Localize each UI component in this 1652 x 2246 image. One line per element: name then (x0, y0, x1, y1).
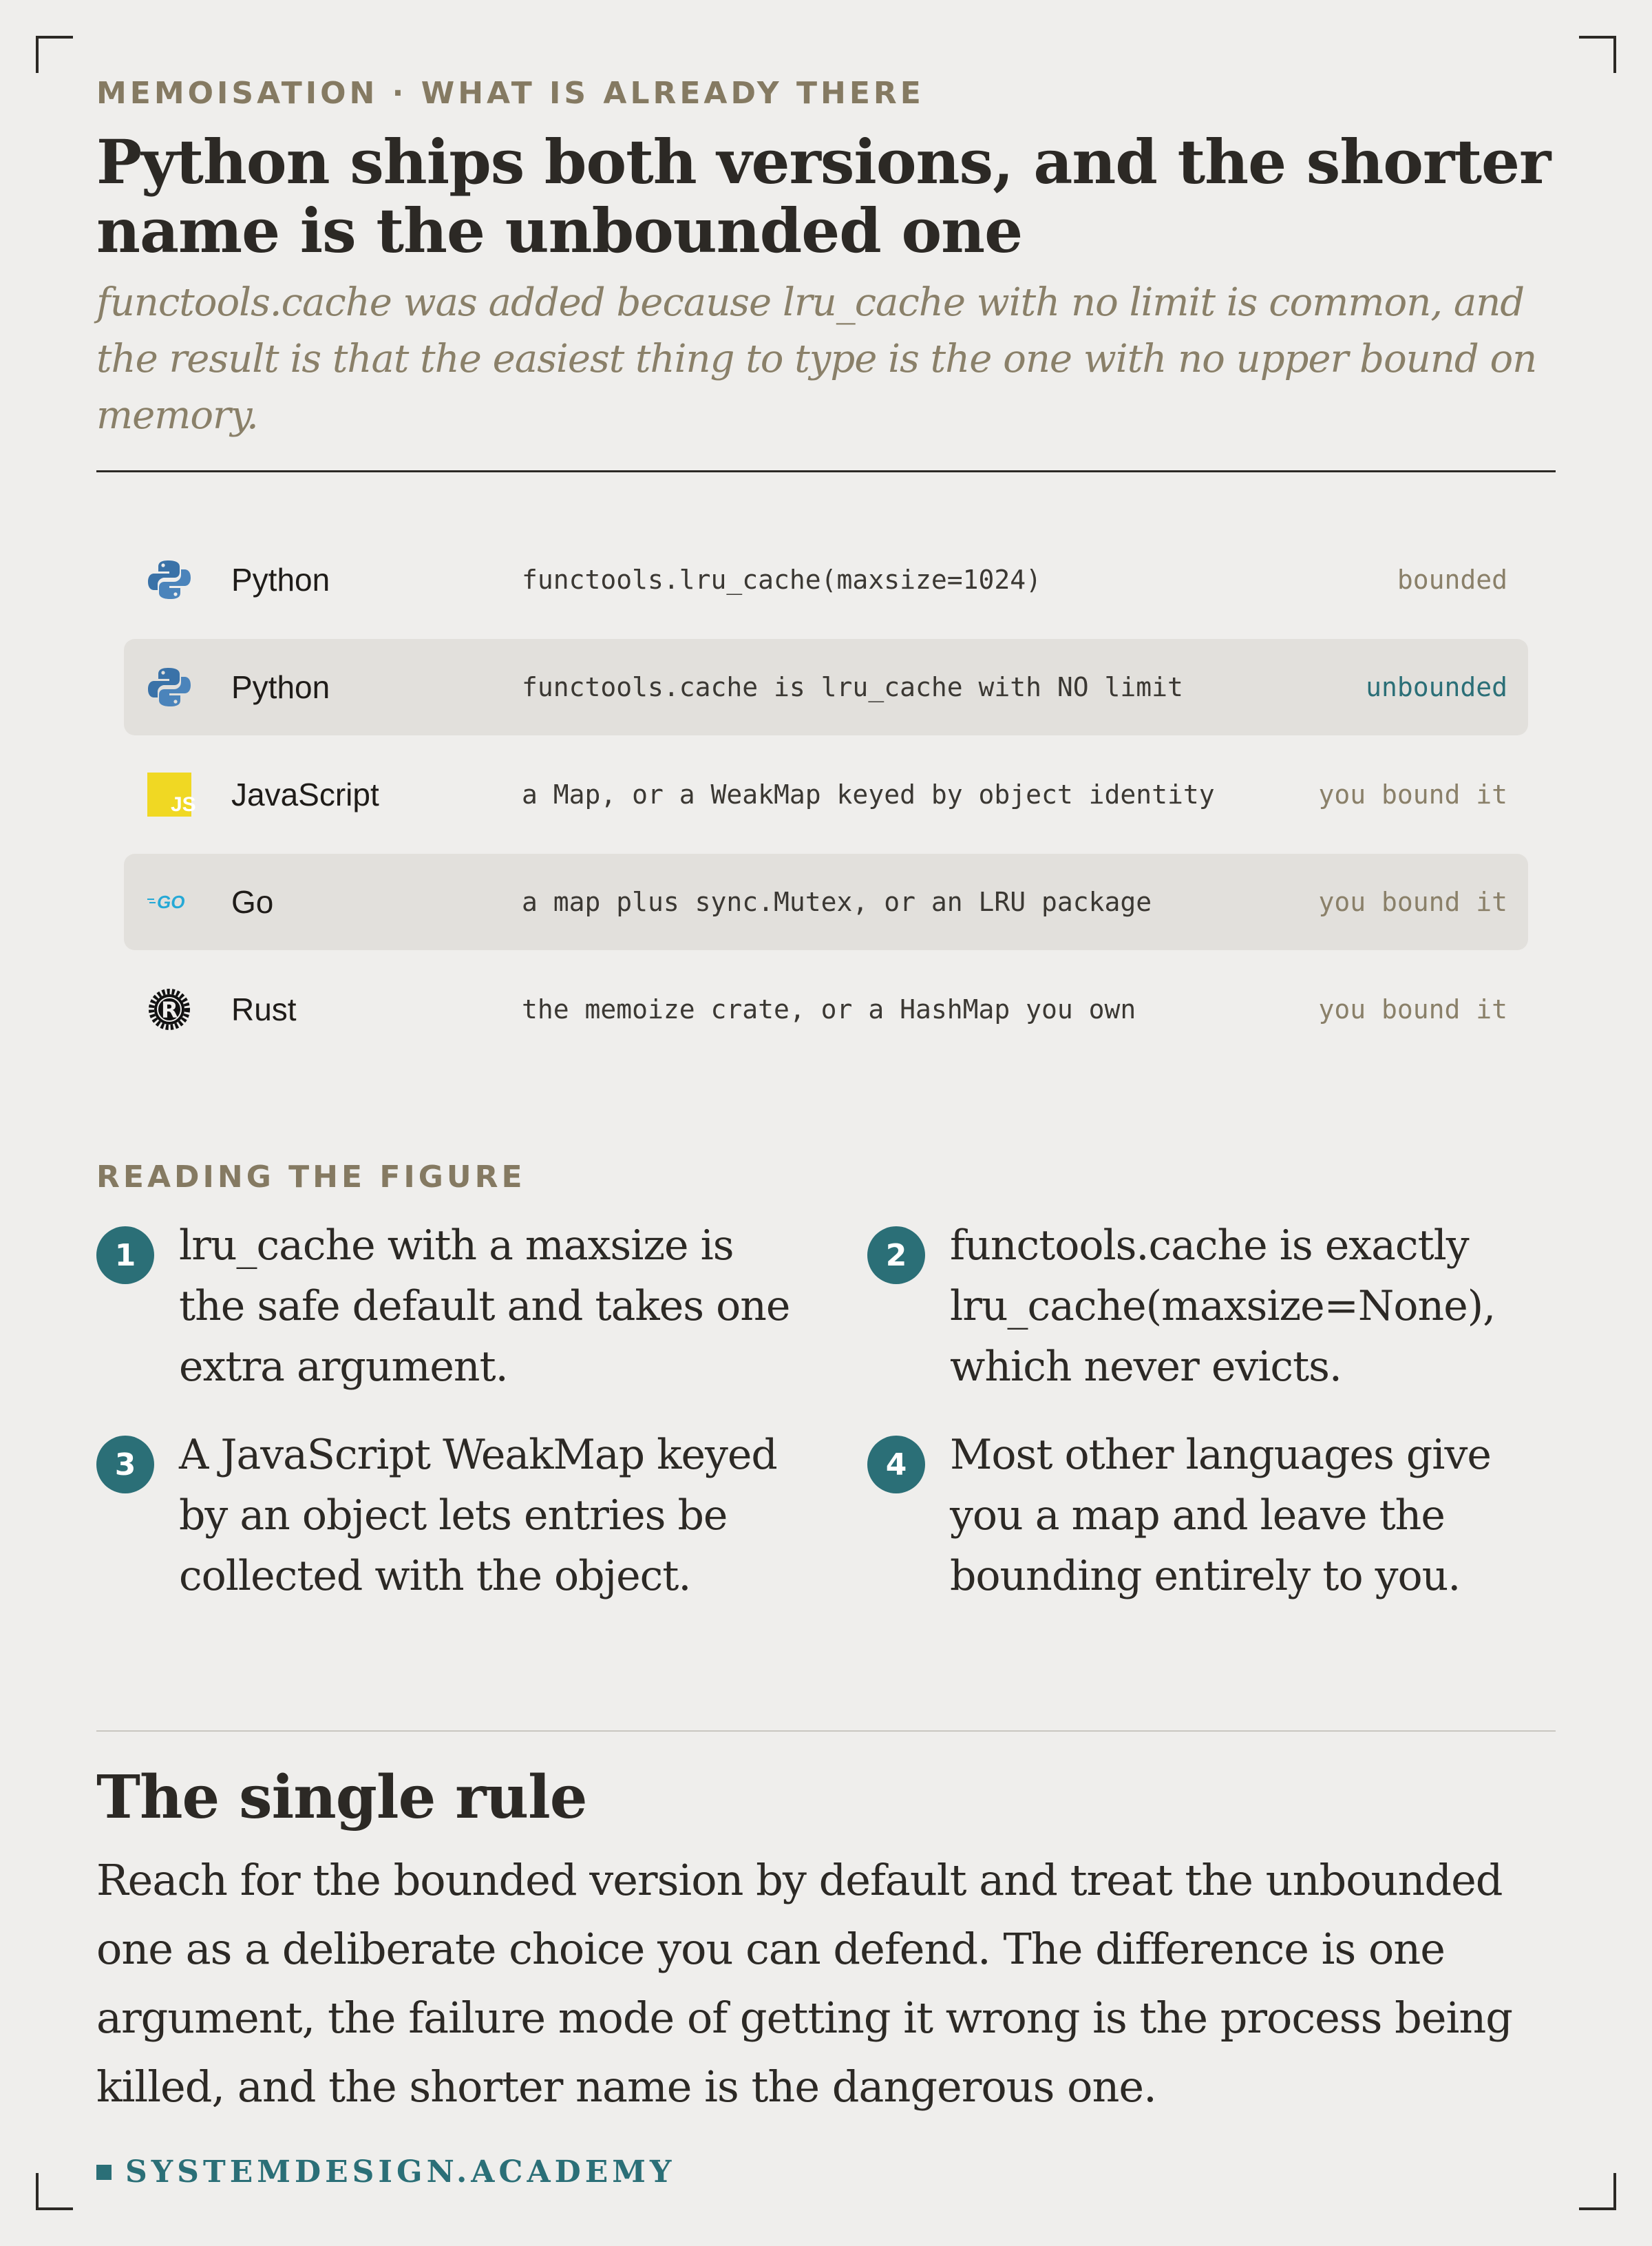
note-text: A JavaScript WeakMap keyed by an object lets entries be collected with the object. (179, 1431, 777, 1600)
svg-text:JS: JS (171, 793, 196, 816)
language-name: Python (231, 562, 330, 598)
corner-mark-bottom-right (1579, 2173, 1616, 2210)
language-name: Python (231, 669, 330, 705)
brand-name: SYSTEMDESIGN.ACADEMY (125, 2154, 676, 2190)
divider (96, 1730, 1556, 1732)
bound-status: unbounded (1366, 672, 1507, 702)
reading-notes (96, 1215, 1556, 1634)
bound-status: you bound it (1318, 887, 1507, 917)
go-icon (147, 880, 191, 924)
python-icon (147, 665, 191, 709)
table-row (124, 639, 1528, 735)
note-number-badge: 3 (96, 1436, 154, 1493)
brand (96, 2154, 1556, 2190)
note-text: lru_cache with a maxsize is the safe default and takes one extra argument. (179, 1221, 790, 1391)
language-code: functools.lru_cache(maxsize=1024) (522, 565, 1041, 595)
corner-mark-top-left (36, 36, 73, 73)
page (96, 76, 1556, 2190)
table-row (124, 532, 1528, 628)
rule-heading: The single rule (96, 1763, 587, 1832)
language-table (96, 532, 1556, 1058)
note-number-badge: 4 (867, 1436, 925, 1493)
note-item (96, 1425, 867, 1606)
section-label: READING THE FIGURE (96, 1159, 526, 1195)
corner-mark-top-right (1579, 36, 1616, 73)
rust-icon (147, 987, 191, 1031)
eyebrow: MEMOISATION · WHAT IS ALREADY THERE (96, 76, 924, 111)
rule-body: Reach for the bounded version by default and treat the unbounded one as a deliberate choice you can defend. The difference is one argument, the failure mode of getting it wrong is the process being killed, and the shorter name is the dangerous one. (96, 1855, 1512, 2112)
language-code: functools.cache is lru_cache with NO limit (522, 672, 1183, 702)
bound-status: you bound it (1318, 994, 1507, 1025)
brand-square-icon (96, 2165, 112, 2180)
table-row (124, 746, 1528, 843)
language-code: a Map, or a WeakMap keyed by object identity (522, 779, 1215, 810)
note-number-badge: 1 (96, 1226, 154, 1284)
note-item (867, 1425, 1556, 1606)
note-item (96, 1215, 867, 1397)
note-number-badge: 2 (867, 1226, 925, 1284)
bound-status: bounded (1397, 565, 1507, 595)
note-text: functools.cache is exactly lru_cache(maxsize=None), which never evicts. (950, 1221, 1496, 1391)
language-code: a map plus sync.Mutex, or an LRU package (522, 887, 1152, 917)
divider (96, 470, 1556, 472)
svg-text:GO: GO (157, 892, 185, 912)
note-item (867, 1215, 1556, 1397)
table-row (124, 961, 1528, 1058)
bound-status: you bound it (1318, 779, 1507, 810)
svg-text:R: R (161, 997, 178, 1023)
python-icon (147, 558, 191, 602)
javascript-icon (147, 773, 196, 817)
page-title: Python ships both versions, and the shorter name is the unbounded one (96, 126, 1551, 266)
table-row (124, 854, 1528, 950)
language-name: JavaScript (231, 777, 379, 812)
note-text: Most other languages give you a map and leave the bounding entirely to you. (950, 1431, 1491, 1600)
corner-mark-bottom-left (36, 2173, 73, 2210)
subtitle: functools.cache was added because lru_cache with no limit is common, and the result is that the easiest thing to type is the one with no upper bound on memory. (96, 280, 1537, 438)
language-code: the memoize crate, or a HashMap you own (522, 994, 1136, 1025)
language-name: Go (231, 884, 274, 920)
language-name: Rust (231, 991, 297, 1027)
